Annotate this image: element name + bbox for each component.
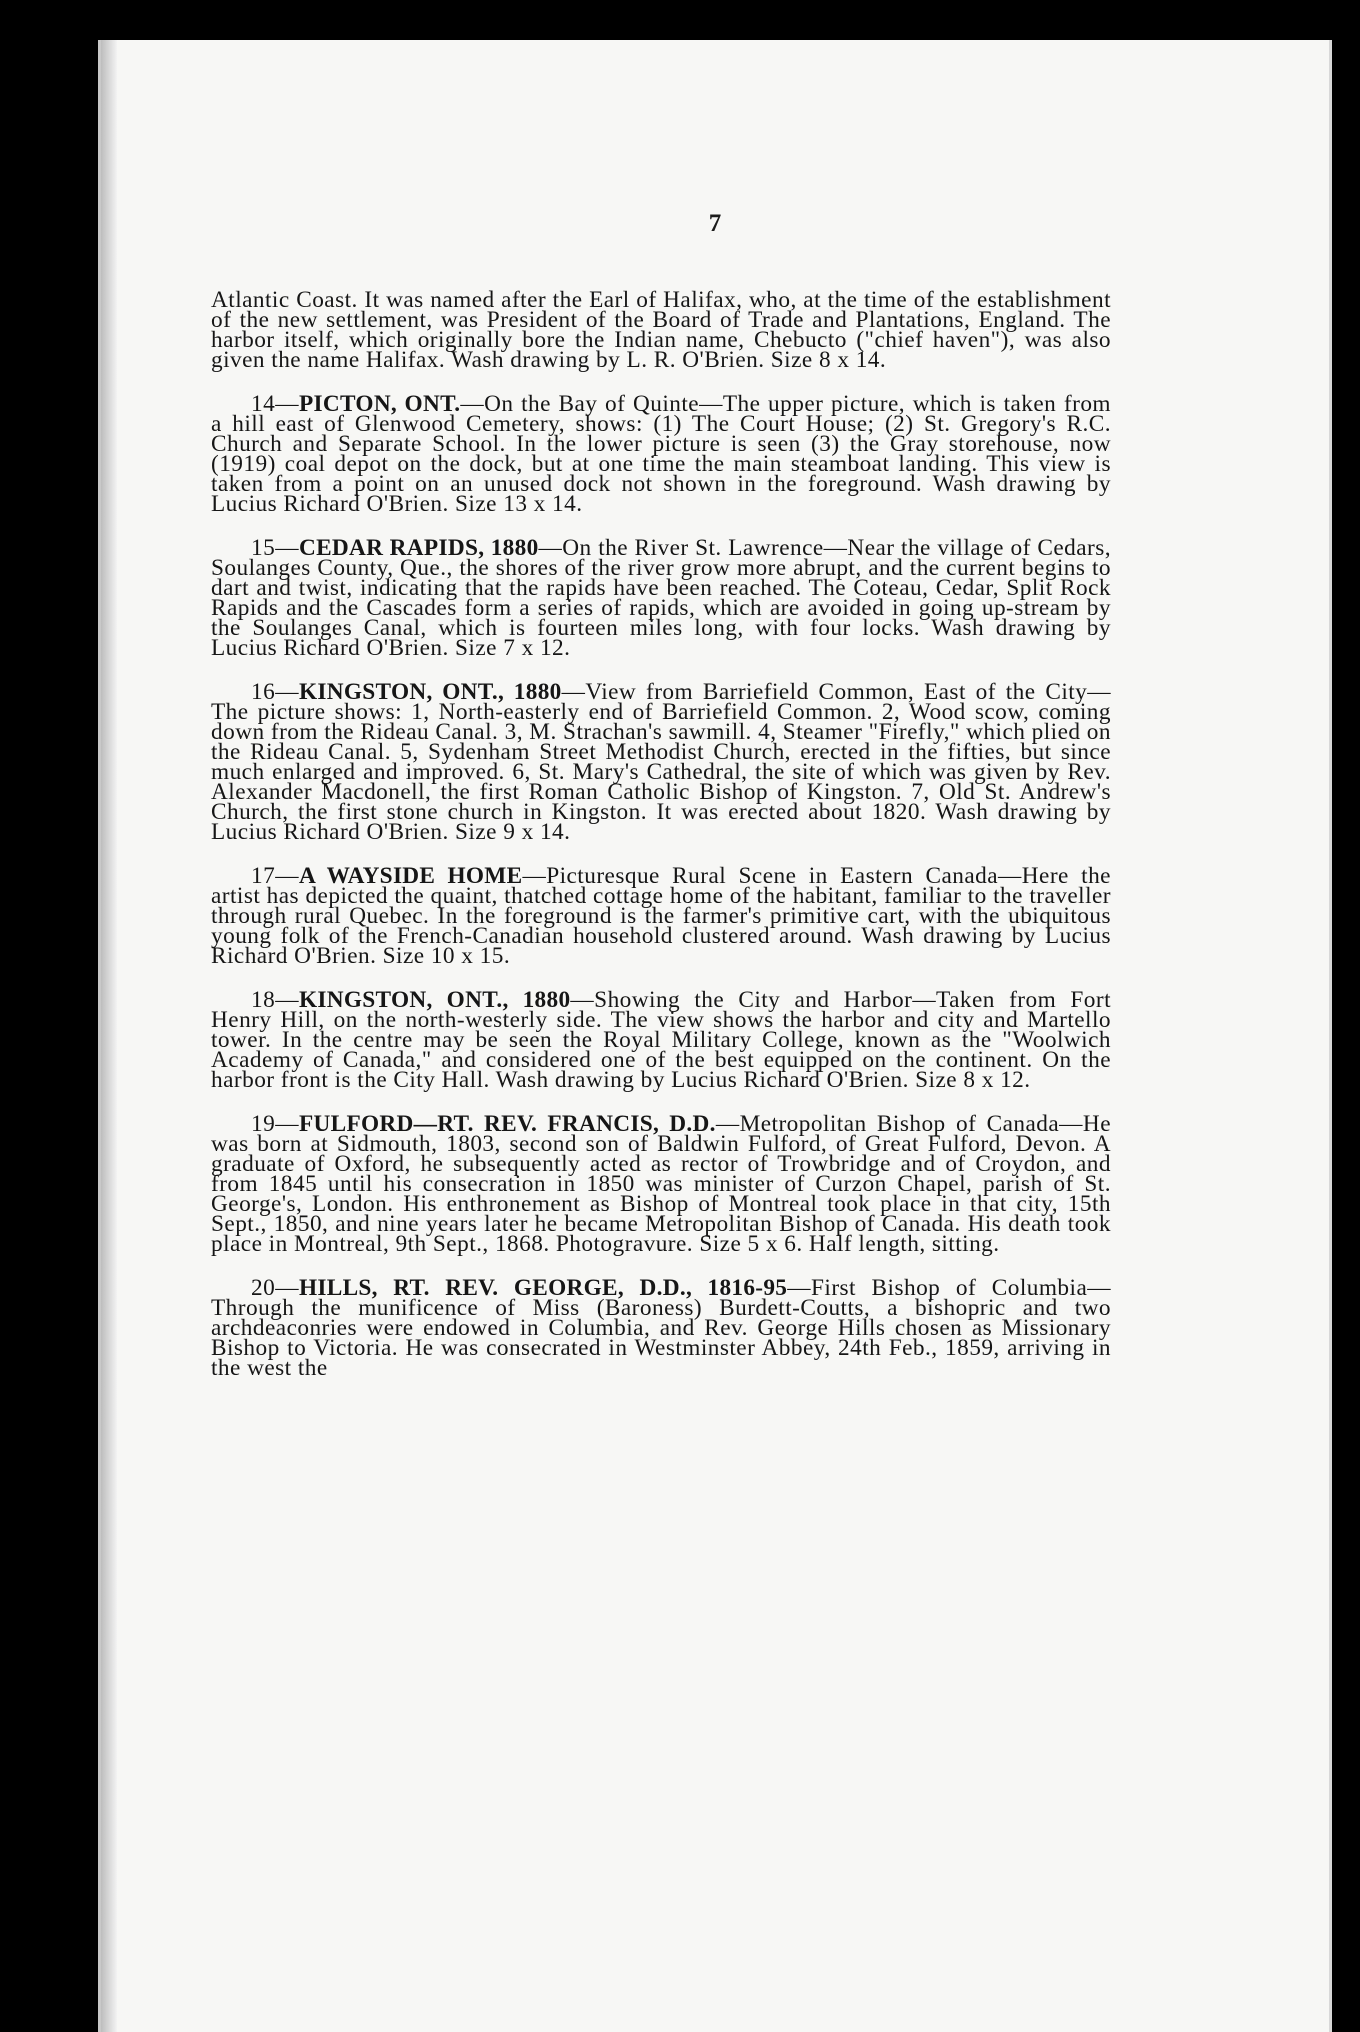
- entry-text: First Bishop of Columbia—Through the munificence of Miss (Baroness) Burdett-Coutts, a bishopric and two archdeaconries were endowed in Columbia, and Rev. George Hills chosen as Missionary Bishop to Victoria. He was consecrated in Westminster Abbey, 24th Feb., 1859, arriving in the west the: [211, 1275, 1111, 1381]
- entry-text: On the River St. Lawrence—Near the village of Cedars, Soulanges County, Que., the shores of the river grow more abrupt, and the current begins to dart and twist, indicating that the rapids have been reached. The Coteau, Cedar, Split Rock Rapids and the Cascades form a series of rapids, which are avoided in going up-stream by the Soulanges Canal, which is fourteen miles long, with four locks. Wash drawing by Lucius Richard O'Brien. Size 7 x 12.: [211, 535, 1111, 661]
- entry-number: 20: [251, 1275, 276, 1301]
- book-page: [98, 40, 1332, 2032]
- entry-heading: CEDAR RAPIDS, 1880: [298, 535, 539, 561]
- entry-text: Picturesque Rural Scene in Eastern Canada—Here the artist has depicted the quaint, thatched cottage home of the habitant, familiar to the traveller through rural Quebec. In the foreground is the farmer's primitive cart, with the ubiquitous young folk of the French-Canadian household clustered around. Wash drawing by Lucius Richard O'Brien. Size 10 x 15.: [211, 863, 1111, 969]
- page-spine-shadow: [101, 40, 117, 2032]
- entry-text: On the Bay of Quinte—The upper picture, which is taken from a hill east of Glenwood Cemetery, shows: (1) The Court House; (2) St. Gregory's R.C. Church and Separate School. In the lower picture is seen (3) the Gray storehouse, now (1919) coal depot on the dock, but at one time the main steamboat landing. This view is taken from a point on an unused dock not shown in the foreground. Wash drawing by Lucius Richard O'Brien. Size 13 x 14.: [211, 391, 1111, 517]
- entry-number: 18: [251, 987, 276, 1013]
- entry-text: Metropolitan Bishop of Canada—He was born at Sidmouth, 1803, second son of Baldwin Fulford, of Great Fulford, Devon. A graduate of Oxford, he subsequently acted as rector of Trowbridge and of Croydon, and from 1845 until his consecration in 1850 was minister of Curzon Chapel, parish of St. George's, London. His enthronement as Bishop of Montreal took place in that city, 15th Sept., 1850, and nine years later he became Metropolitan Bishop of Canada. His death took place in Montreal, 9th Sept., 1868. Photogravure. Size 5 x 6. Half length, sitting.: [211, 1111, 1111, 1257]
- entry-heading: HILLS, RT. REV. GEORGE, D.D., 1816-95: [298, 1275, 788, 1301]
- catalogue-entry: 18—KINGSTON, ONT., 1880—Showing the City and Harbor—Taken from Fort Henry Hill, on the north-westerly side. The view shows the harbor and city and Martello tower. In the centre may be seen the Royal Military College, known as the "Woolwich Academy of Canada," and considered one of the best equipped on the continent. On the harbor front is the City Hall. Wash drawing by Lucius Richard O'Brien. Size 8 x 12.: [211, 987, 1111, 1093]
- entry-number: 16: [251, 679, 276, 705]
- catalogue-entry: 20—HILLS, RT. REV. GEORGE, D.D., 1816-95—First Bishop of Columbia—Through the munificence of Miss (Baroness) Burdett-Coutts, a bishopric and two archdeaconries were endowed in Columbia, and Rev. George Hills chosen as Missionary Bishop to Victoria. He was consecrated in Westminster Abbey, 24th Feb., 1859, arriving in the west the: [211, 1275, 1111, 1381]
- entry-text: Showing the City and Harbor—Taken from Fort Henry Hill, on the north-westerly side. The view shows the harbor and city and Martello tower. In the centre may be seen the Royal Military College, known as the "Woolwich Academy of Canada," and considered one of the best equipped on the continent. On the harbor front is the City Hall. Wash drawing by Lucius Richard O'Brien. Size 8 x 12.: [211, 987, 1111, 1093]
- entry-number: 17: [251, 863, 276, 889]
- entry-number: 15: [251, 535, 276, 561]
- entry-number: 19: [251, 1111, 276, 1137]
- entry-heading: PICTON, ONT.: [298, 391, 461, 417]
- catalogue-entry: 19—FULFORD—RT. REV. FRANCIS, D.D.—Metropolitan Bishop of Canada—He was born at Sidmouth, 1803, second son of Baldwin Fulford, of Great Fulford, Devon. A graduate of Oxford, he subsequently acted as rector of Trowbridge and of Croydon, and from 1845 until his consecration in 1850 was minister of Curzon Chapel, parish of St. George's, London. His enthronement as Bishop of Montreal took place in that city, 15th Sept., 1850, and nine years later he became Metropolitan Bishop of Canada. His death took place in Montreal, 9th Sept., 1868. Photogravure. Size 5 x 6. Half length, sitting.: [211, 1111, 1111, 1257]
- catalogue-entry: 16—KINGSTON, ONT., 1880—View from Barriefield Common, East of the City—The picture shows: 1, North-easterly end of Barriefield Common. 2, Wood scow, coming down from the Rideau Canal. 3, M. Strachan's sawmill. 4, Steamer "Firefly," which plied on the Rideau Canal. 5, Sydenham Street Methodist Church, erected in the fifties, but since much enlarged and improved. 6, St. Mary's Cathedral, the site of which was given by Rev. Alexander Macdonell, the first Roman Catholic Bishop of Kingston. 7, Old St. Andrew's Church, the first stone church in Kingston. It was erected about 1820. Wash drawing by Lucius Richard O'Brien. Size 9 x 14.: [211, 679, 1112, 845]
- continuation-paragraph: Atlantic Coast. It was named after the Earl of Halifax, who, at the time of the establishment of the new settlement, was President of the Board of Trade and Plantations, England. The harbor itself, which originally bore the Indian name, Chebucto ("chief haven"), was also given the name Halifax. Wash drawing by L. R. O'Brien. Size 8 x 14.: [211, 287, 1111, 373]
- catalogue-text: [211, 287, 1112, 1402]
- entry-heading: FULFORD—RT. REV. FRANCIS, D.D.: [298, 1111, 716, 1137]
- catalogue-entry: 14—PICTON, ONT.—On the Bay of Quinte—The upper picture, which is taken from a hill east of Glenwood Cemetery, shows: (1) The Court House; (2) St. Gregory's R.C. Church and Separate School. In the lower picture is seen (3) the Gray storehouse, now (1919) coal depot on the dock, but at one time the main steamboat landing. This view is taken from a point on an unused dock not shown in the foreground. Wash drawing by Lucius Richard O'Brien. Size 13 x 14.: [211, 391, 1111, 517]
- entry-text: View from Barriefield Common, East of the City—The picture shows: 1, North-easterly end of Barriefield Common. 2, Wood scow, coming down from the Rideau Canal. 3, M. Strachan's sawmill. 4, Steamer "Firefly," which plied on the Rideau Canal. 5, Sydenham Street Methodist Church, erected in the fifties, but since much enlarged and improved. 6, St. Mary's Cathedral, the site of which was given by Rev. Alexander Macdonell, the first Roman Catholic Bishop of Kingston. 7, Old St. Andrew's Church, the first stone church in Kingston. It was erected about 1820. Wash drawing by Lucius Richard O'Brien. Size 9 x 14.: [211, 679, 1112, 845]
- page-number: 7: [708, 210, 722, 237]
- catalogue-entry: 17—A WAYSIDE HOME—Picturesque Rural Scene in Eastern Canada—Here the artist has depicted the quaint, thatched cottage home of the habitant, familiar to the traveller through rural Quebec. In the foreground is the farmer's primitive cart, with the ubiquitous young folk of the French-Canadian household clustered around. Wash drawing by Lucius Richard O'Brien. Size 10 x 15.: [211, 863, 1111, 969]
- entry-heading: KINGSTON, ONT., 1880: [298, 679, 562, 705]
- entry-heading: KINGSTON, ONT., 1880: [298, 987, 571, 1013]
- entry-heading: A WAYSIDE HOME: [298, 863, 523, 889]
- entry-number: 14: [251, 391, 276, 417]
- catalogue-entry: 15—CEDAR RAPIDS, 1880—On the River St. Lawrence—Near the village of Cedars, Soulanges County, Que., the shores of the river grow more abrupt, and the current begins to dart and twist, indicating that the rapids have been reached. The Coteau, Cedar, Split Rock Rapids and the Cascades form a series of rapids, which are avoided in going up-stream by the Soulanges Canal, which is fourteen miles long, with four locks. Wash drawing by Lucius Richard O'Brien. Size 7 x 12.: [211, 535, 1111, 661]
